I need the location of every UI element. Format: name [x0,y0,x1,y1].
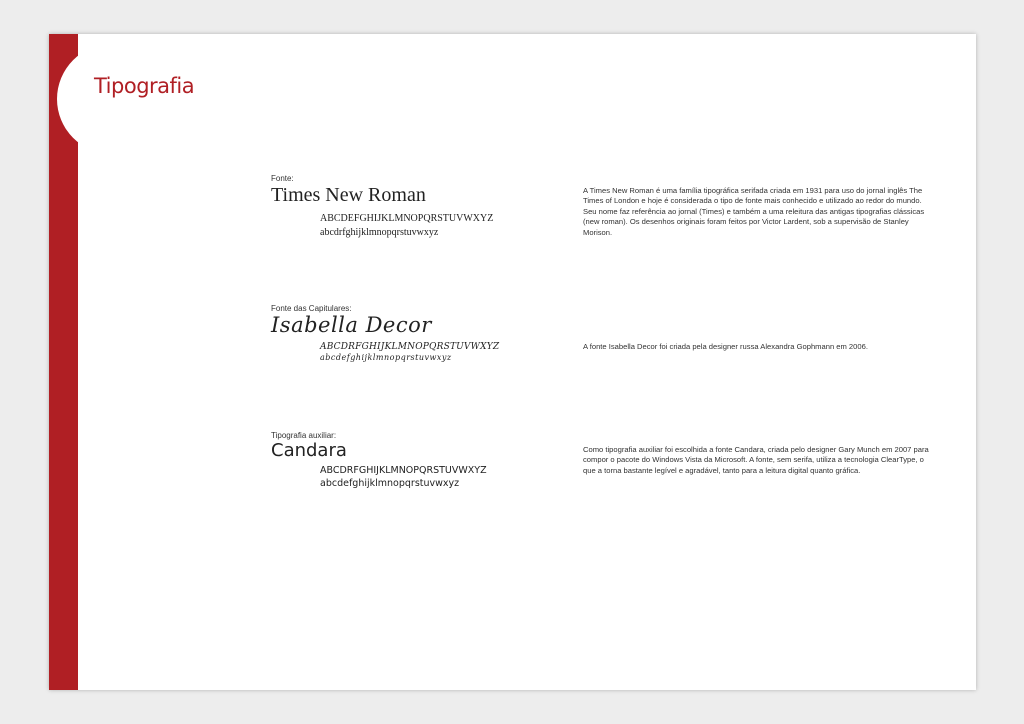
font-label: Tipografia auxiliar: [271,431,337,440]
font-block-times [271,174,561,239]
page-title: Tipografia [94,74,195,98]
side-accent-curve [57,44,167,154]
document-page [49,34,976,690]
font-description-isabella: A fonte Isabella Decor foi criada pela designer russa Alexandra Gophmann em 2006. [583,342,868,351]
font-uppercase-sample: ABCDRFGHIJKLMNOPQRSTUVWXYZ [320,342,500,353]
font-lowercase-sample: abcdefghijklmnopqrstuvwxyz [320,353,452,363]
font-block-candara [271,431,561,490]
font-label: Fonte: [271,174,294,183]
font-name: Isabella Decor [271,313,432,337]
font-uppercase-sample: ABCDEFGHIJKLMNOPQRSTUVWXYZ [320,213,494,224]
font-name: Times New Roman [271,184,426,206]
font-lowercase-sample: abcdrfghijklmnopqrstuvwxyz [320,226,439,238]
font-lowercase-sample: abcdefghijklmnopqrstuvwxyz [320,477,460,489]
font-description-candara: Como tipografia auxiliar foi escolhida a fonte Candara, criada pelo designer Gary Munch em 2007 para compor o pacote do Windows Vista da Microsoft. A fonte, sem serifa, utiliza a tecnologia ClearType, o que a torna bastante legível e agradável, tanto para a leitura digital quanto gráfica. [583,445,929,475]
font-block-isabella [271,304,561,364]
font-label: Fonte das Capitulares: [271,304,352,313]
font-uppercase-sample: ABCDRFGHIJKLMNOPQRSTUVWXYZ [320,464,487,476]
font-description-times: A Times New Roman é uma família tipográfica serifada criada em 1931 para uso do jornal inglês The Times of London e hoje é considerada o tipo de fonte mais conhecido e utilizado ao redor do mundo. Seu nome faz referência ao jornal (Times) e também a uma releitura das antigas tipografias clássicas (new roman). Os desenhos originais foram feitos por Victor Lardent, sob a supervisão de Stanley Morison. [583,186,925,237]
font-name: Candara [271,440,347,461]
